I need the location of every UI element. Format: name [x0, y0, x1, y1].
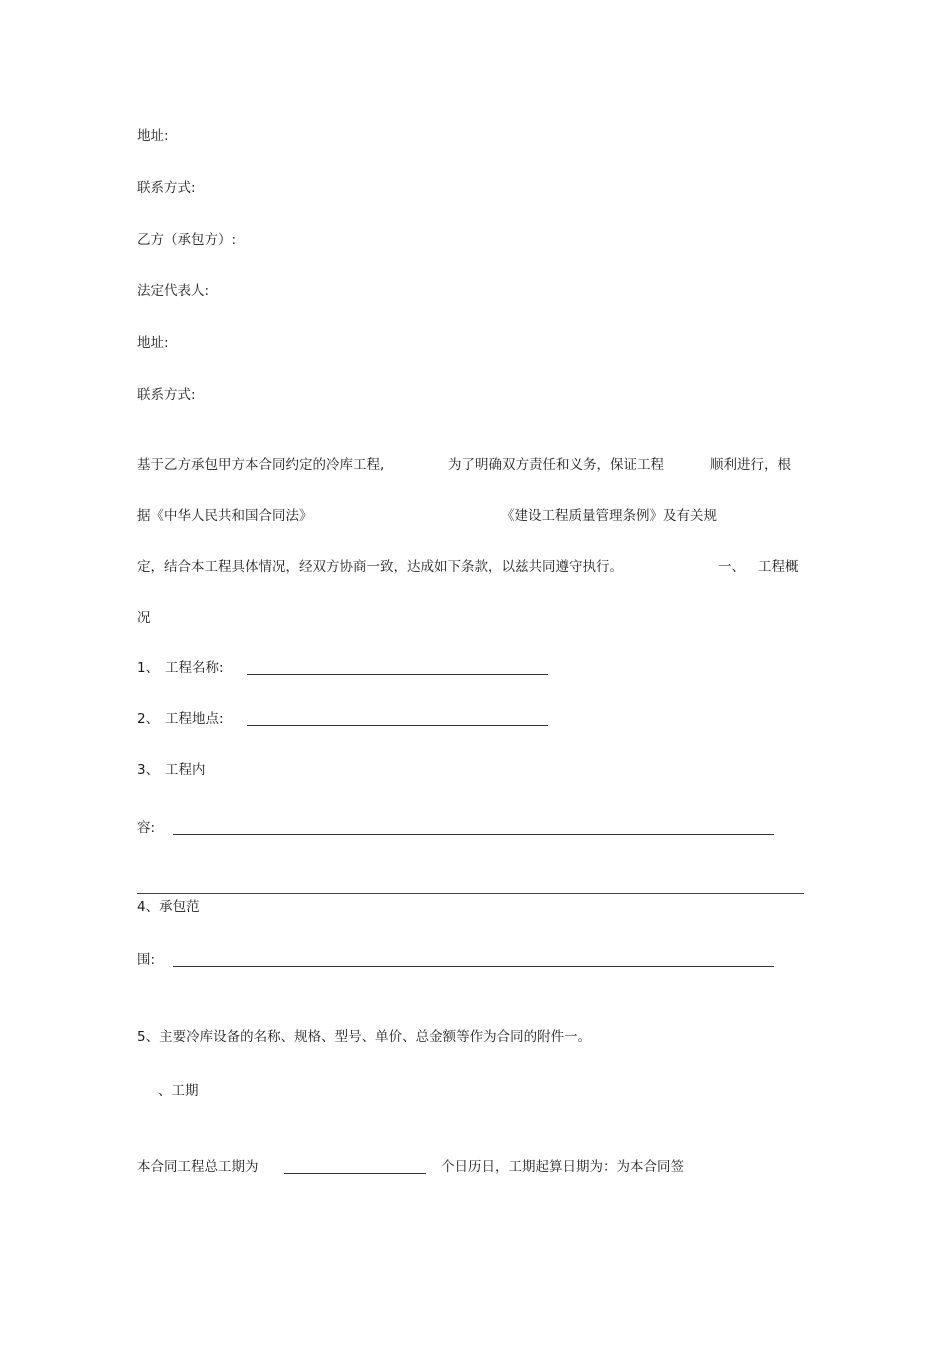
- section1-title-part2: 况: [137, 610, 151, 626]
- preamble-line1-part3: 顺利进行，根: [710, 457, 791, 473]
- project-location-blank: [247, 725, 548, 726]
- party-b-title: 乙方（承包方）:: [137, 232, 237, 248]
- section1-number: 一、: [718, 559, 745, 575]
- preamble-line3-part1: 定，结合本工程具体情况，经双方协商一致，达成如下条款，以兹共同遵守执行。: [137, 559, 623, 575]
- section2-title: 、工期: [158, 1083, 199, 1099]
- item1-number: 1、: [137, 660, 160, 676]
- contract-scope-blank: [173, 966, 774, 967]
- item3-label-cont: 容:: [137, 820, 156, 836]
- item3-label: 工程内: [165, 762, 206, 778]
- item2-number: 2、: [137, 711, 160, 727]
- party-a-contact-label: 联系方式:: [137, 180, 196, 196]
- party-b-contact-label: 联系方式:: [137, 387, 196, 403]
- item1-label: 工程名称:: [165, 660, 224, 676]
- project-content-blank: [173, 834, 774, 835]
- party-a-address-label: 地址:: [137, 128, 169, 144]
- preamble-line2-part1: 据《中华人民共和国合同法》: [137, 508, 313, 524]
- project-name-blank: [247, 674, 548, 675]
- party-b-legal-rep-label: 法定代表人:: [137, 283, 210, 299]
- preamble-line2-part2: 《建设工程质量管理条例》及有关规: [501, 508, 717, 524]
- item2-label: 工程地点:: [165, 711, 224, 727]
- duration-days-blank: [284, 1173, 426, 1174]
- item5-text: 5、主要冷库设备的名称、规格、型号、单价、总金额等作为合同的附件一。: [137, 1029, 592, 1045]
- item3-number: 3、: [137, 762, 160, 778]
- preamble-line1-part1: 基于乙方承包甲方本合同约定的冷库工程,: [137, 457, 385, 473]
- section1-title-part1: 工程概: [758, 559, 799, 575]
- item4-label: 4、承包范: [137, 899, 200, 915]
- duration-text-part1: 本合同工程总工期为: [137, 1159, 259, 1175]
- item4-label-cont: 围:: [137, 952, 156, 968]
- party-b-address-label: 地址:: [137, 335, 169, 351]
- duration-text-part2: 个日历日，工期起算日期为：为本合同签: [441, 1159, 684, 1175]
- divider-line: [137, 893, 804, 894]
- preamble-line1-part2: 为了明确双方责任和义务，保证工程: [448, 457, 664, 473]
